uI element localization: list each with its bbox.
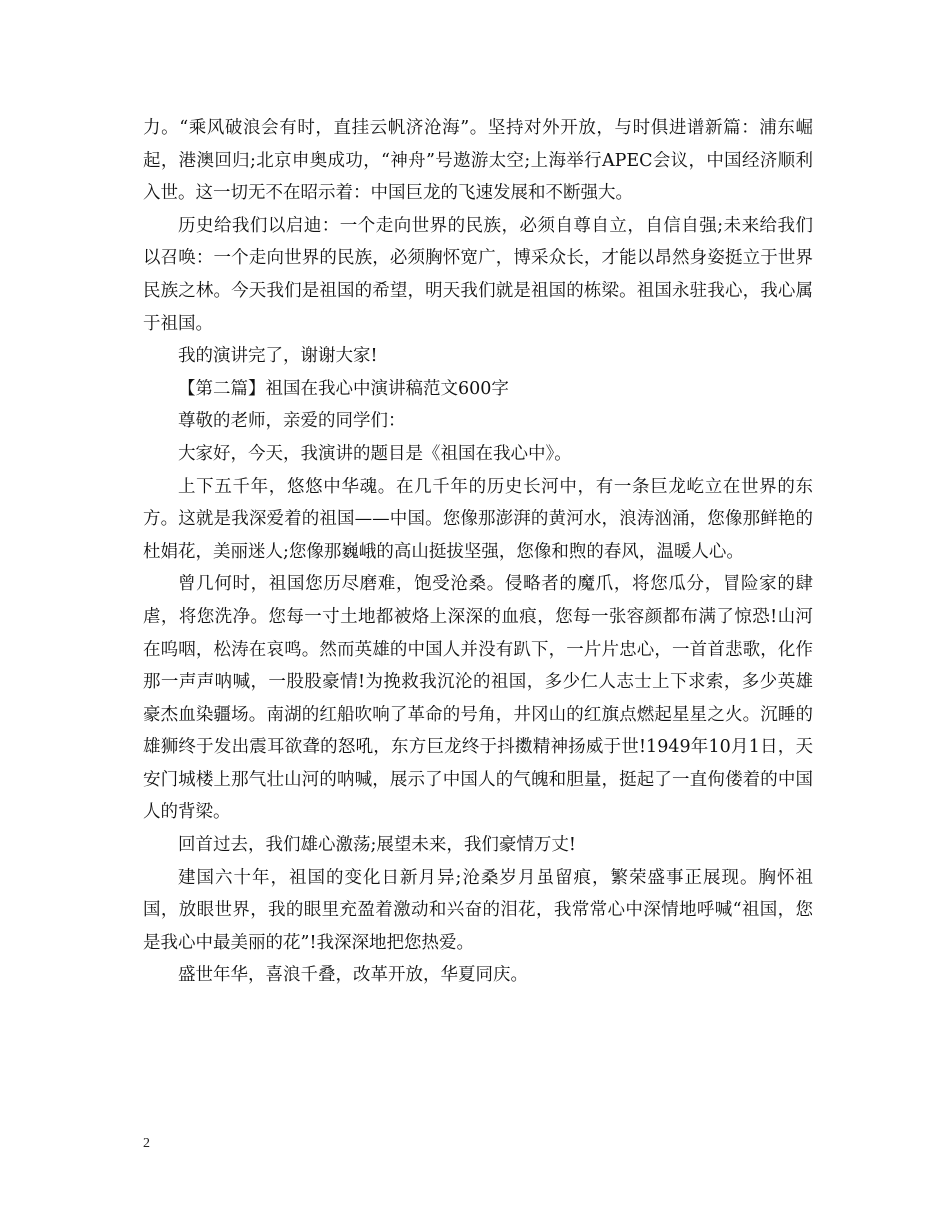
paragraph-9: 回首过去，我们雄心激荡;展望未来，我们豪情万丈! [178,835,576,856]
body-text [143,112,813,992]
paragraph-6: 大家好，今天，我演讲的题目是《祖国在我心中》。 [178,443,572,464]
paragraph-2: 历史给我们以启迪：一个走向世界的民族，必须自尊自立，自信自强;未来给我们以召唤：一个走向世界的民族，必须胸怀宽广，博采众长，才能以昂然身姿挺立于世界民族之林。今天我们是祖国的希望，明天我们就是祖国的栋梁。祖国永驻我心，我心属于祖国。 [143,215,813,334]
paragraph-10: 建国六十年，祖国的变化日新月异;沧桑岁月虽留痕，繁荣盛事正展现。胸怀祖国，放眼世界，我的眼里充盈着激动和兴奋的泪花，我常常心中深情地呼喊“祖国，您是我心中最美丽的花”!我深深地把您热爱。 [143,867,813,953]
page-number: 2 [143,1136,150,1151]
paragraph-3: 我的演讲完了，谢谢大家! [178,346,378,367]
paragraph-8: 曾几何时，祖国您历尽磨难，饱受沧桑。侵略者的魔爪，将您瓜分，冒险家的肆虐，将您洗净。您每一寸土地都被烙上深深的血痕，您每一张容颜都布满了惊恐!山河在呜咽，松涛在哀鸣。然而英雄的中国人并没有趴下，一片片忠心，一首首悲歌，化作那一声声呐喊，一股股豪情!为挽救我沉沦的祖国，多少仁人志士上下求索，多少英雄豪杰血染疆场。南湖的红船吹响了革命的号角，井冈山的红旗点燃起星星之火。沉睡的雄狮终于发出震耳欲聋的怒吼，东方巨龙终于抖擞精神扬威于世!1949年10月1日，天安门城楼上那气壮山河的呐喊，展示了中国人的气魄和胆量，挺起了一直佝偻着的中国人的背梁。 [143,574,813,823]
paragraph-11: 盛世年华，喜浪千叠，改革开放，华夏同庆。 [178,965,528,986]
paragraph-1: 力。“乘风破浪会有时，直挂云帆济沧海”。坚持对外开放，与时俱进谱新篇：浦东崛起，港澳回归;北京申奥成功，“神舟”号遨游太空;上海举行APEC会议，中国经济顺利入世。这一切无不在昭示着：中国巨龙的飞速发展和不断强大。 [143,118,813,204]
paragraph-7: 上下五千年，悠悠中华魂。在几千年的历史长河中，有一条巨龙屹立在世界的东方。这就是我深爱着的祖国——中国。您像那澎湃的黄河水，浪涛汹涌，您像那鲜艳的杜娟花，美丽迷人;您像那巍峨的高山挺拔坚强，您像和煦的春风，温暖人心。 [143,476,813,562]
section-heading: 【第二篇】祖国在我心中演讲稿范文600字 [178,378,509,399]
salutation: 尊敬的老师，亲爱的同学们： [178,411,406,432]
